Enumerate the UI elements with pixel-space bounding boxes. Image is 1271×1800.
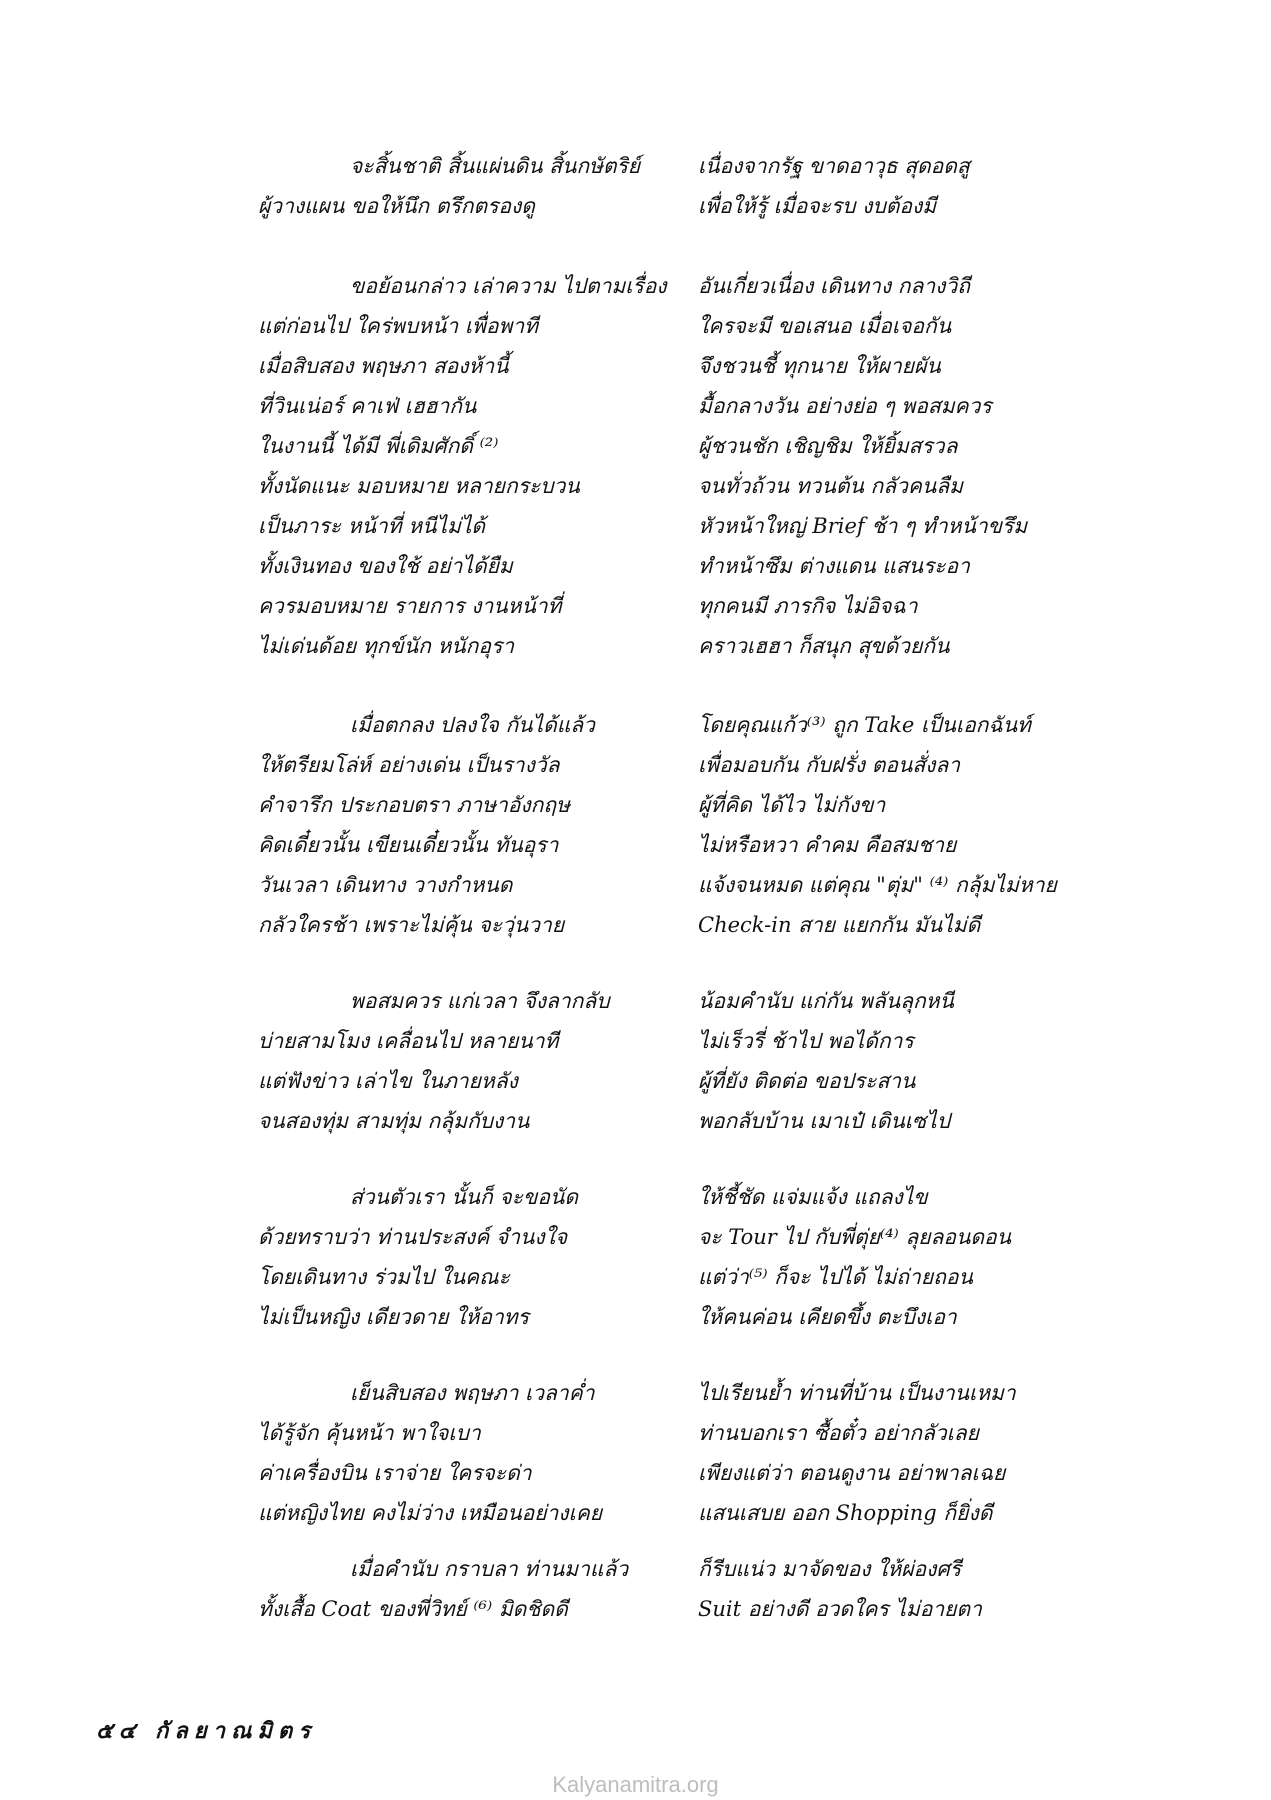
verse-second-half: ท่านบอกเรา ซื้อตั๋ว อย่ากลัวเลย xyxy=(698,1421,979,1445)
verse-second-half: ให้ชี้ชัด แจ่มแจ้ง แถลงไข xyxy=(698,1185,928,1209)
watermark: Kalyanamitra.org xyxy=(552,1772,719,1797)
verse-line xyxy=(258,1177,1058,1217)
verse-line xyxy=(258,745,1058,785)
verse-line xyxy=(258,586,1058,626)
verse-first-half: วันเวลา เดินทาง วางกำหนด xyxy=(258,873,513,897)
verse-line xyxy=(258,1589,1058,1629)
verse-second-half: แจ้งจนหมด แต่คุณ "ตุ่ม" ⁽⁴⁾ กลุ้มไม่หาย xyxy=(698,873,1057,897)
verse-second-half: ผู้ที่ยัง ติดต่อ ขอประสาน xyxy=(698,1069,916,1093)
verse-first-half: ได้รู้จัก คุ้นหน้า พาใจเบา xyxy=(258,1421,481,1445)
verse-second-half: มื้อกลางวัน อย่างย่อ ๆ พอสมควร xyxy=(698,394,992,418)
verse-line xyxy=(258,306,1058,346)
verse-first-half: ด้วยทราบว่า ท่านประสงค์ จำนงใจ xyxy=(258,1225,568,1249)
verse-line xyxy=(258,1493,1058,1533)
verse-second-half: ทำหน้าซึม ต่างแดน แสนระอา xyxy=(698,554,970,578)
stanza-2 xyxy=(258,266,1058,666)
verse-second-half: เนื่องจากรัฐ ขาดอาวุธ สุดอดสู xyxy=(698,154,970,178)
verse-second-half: จนทั่วถ้วน ทวนต้น กลัวคนลืม xyxy=(698,474,963,498)
verse-second-half: ใครจะมี ขอเสนอ เมื่อเจอกัน xyxy=(698,314,952,338)
verse-line xyxy=(258,865,1058,905)
verse-second-half: พอกลับบ้าน เมาเป๋ เดินเซไป xyxy=(698,1109,951,1133)
verse-second-half: ทุกคนมี ภารกิจ ไม่อิจฉา xyxy=(698,594,918,618)
verse-first-half: คิดเดี๋ยวนั้น เขียนเดี๋ยวนั้น ทันอุรา xyxy=(258,833,559,857)
verse-first-half: ผู้วางแผน ขอให้นึก ตรึกตรองดู xyxy=(258,194,535,218)
verse-line xyxy=(258,705,1058,745)
verse-first-half: แต่ฟังข่าว เล่าไข ในภายหลัง xyxy=(258,1069,518,1093)
verse-second-half: แสนเสบย ออก Shopping ก็ยิ่งดี xyxy=(698,1501,993,1525)
verse-first-half: จะสิ้นชาติ สิ้นแผ่นดิน สิ้นกษัตริย์ xyxy=(350,154,641,178)
verse-second-half: ไปเรียนย้ำ ท่านที่บ้าน เป็นงานเหมา xyxy=(698,1381,1016,1405)
stanza-4 xyxy=(258,981,1058,1141)
stanza-1 xyxy=(258,146,1058,226)
verse-second-half: ผู้ที่คิด ได้ไว ไม่กังขา xyxy=(698,793,886,817)
verse-first-half: เย็นสิบสอง พฤษภา เวลาค่ำ xyxy=(350,1381,595,1405)
verse-first-half: ทั้งนัดแนะ มอบหมาย หลายกระบวน xyxy=(258,474,580,498)
verse-line xyxy=(258,1549,1058,1589)
verse-first-half: บ่ายสามโมง เคลื่อนไป หลายนาที xyxy=(258,1029,559,1053)
verse-second-half: ไม่เร็วรี่ ช้าไป พอได้การ xyxy=(698,1029,914,1053)
verse-first-half: ทั้งเงินทอง ของใช้ อย่าได้ยืม xyxy=(258,554,513,578)
verse-line xyxy=(258,426,1058,466)
verse-first-half: ในงานนี้ ได้มี พี่เดิมศักดิ์ ⁽²⁾ xyxy=(258,434,499,458)
stanza-5 xyxy=(258,1177,1058,1337)
verse-line xyxy=(258,546,1058,586)
page-number-footer: ๕๔ กัลยาณมิตร xyxy=(96,1718,317,1744)
verse-first-half: เมื่อสิบสอง พฤษภา สองห้านี้ xyxy=(258,354,509,378)
verse-line xyxy=(258,1297,1058,1337)
verse-second-half: ก็รีบแน่ว มาจัดของ ให้ผ่องศรี xyxy=(698,1557,962,1581)
stanza-7 xyxy=(258,1549,1058,1629)
verse-line xyxy=(258,825,1058,865)
verse-second-half: เพื่อมอบกัน กับฝรั่ง ตอนสั่งลา xyxy=(698,753,961,777)
verse-second-half: ให้คนค่อน เคียดขึ้ง ตะบึงเอา xyxy=(698,1305,957,1329)
verse-second-half: น้อมคำนับ แก่กัน พลันลุกหนี xyxy=(698,989,954,1013)
verse-first-half: ไม่เป็นหญิง เดียวดาย ให้อาทร xyxy=(258,1305,529,1329)
verse-second-half: จะ Tour ไป กับพี่ตุ่ย⁽⁴⁾ ลุยลอนดอน xyxy=(698,1225,1011,1249)
verse-first-half: แต่หญิงไทย คงไม่ว่าง เหมือนอย่างเคย xyxy=(258,1501,603,1525)
verse-first-half: คำจารึก ประกอบตรา ภาษาอังกฤษ xyxy=(258,793,570,817)
verse-first-half: ทั้งเสื้อ Coat ของพี่วิทย์ ⁽⁶⁾ มิดชิดดี xyxy=(258,1597,568,1621)
stanza-6 xyxy=(258,1373,1058,1533)
verse-first-half: ค่าเครื่องบิน เราจ่าย ใครจะด่า xyxy=(258,1461,532,1485)
verse-second-half: แต่ว่า⁽⁵⁾ ก็จะ ไปได้ ไม่ถ่ายถอน xyxy=(698,1265,973,1289)
verse-first-half: กลัวใครช้า เพราะไม่คุ้น จะวุ่นวาย xyxy=(258,913,565,937)
verse-line xyxy=(258,981,1058,1021)
verse-line xyxy=(258,626,1058,666)
verse-first-half: โดยเดินทาง ร่วมไป ในคณะ xyxy=(258,1265,510,1289)
verse-line xyxy=(258,785,1058,825)
verse-line xyxy=(258,506,1058,546)
verse-first-half: เมื่อคำนับ กราบลา ท่านมาแล้ว xyxy=(350,1557,629,1581)
verse-line xyxy=(258,386,1058,426)
verse-line xyxy=(258,1021,1058,1061)
verse-second-half: Suit อย่างดี อวดใคร ไม่อายตา xyxy=(698,1597,982,1621)
verse-second-half: เพียงแต่ว่า ตอนดูงาน อย่าพาลเฉย xyxy=(698,1461,1006,1485)
verse-second-half: ผู้ชวนชัก เชิญชิม ให้ยิ้มสรวล xyxy=(698,434,958,458)
verse-line xyxy=(258,146,1058,186)
verse-second-half: Check-in สาย แยกกัน มันไม่ดี xyxy=(698,913,981,937)
verse-second-half: ไม่หรือหวา คำคม คือสมชาย xyxy=(698,833,957,857)
verse-first-half: เป็นภาระ หน้าที่ หนีไม่ได้ xyxy=(258,514,486,538)
verse-first-half: แต่ก่อนไป ใคร่พบหน้า เพื่อพาที xyxy=(258,314,538,338)
verse-line xyxy=(258,1217,1058,1257)
verse-second-half: คราวเฮฮา ก็สนุก สุขด้วยกัน xyxy=(698,634,950,658)
verse-line xyxy=(258,1061,1058,1101)
verse-line xyxy=(258,1453,1058,1493)
verse-first-half: จนสองทุ่ม สามทุ่ม กลุ้มกับงาน xyxy=(258,1109,530,1133)
verse-first-half: ให้ตรียมโล่ห์ อย่างเด่น เป็นรางวัล xyxy=(258,753,560,777)
verse-line xyxy=(258,266,1058,306)
verse-first-half: ควรมอบหมาย รายการ งานหน้าที่ xyxy=(258,594,562,618)
verse-second-half: หัวหน้าใหญ่ Brief ช้า ๆ ทำหน้าขรึม xyxy=(698,514,1028,538)
verse-second-half: โดยคุณแก้ว⁽³⁾ ถูก Take เป็นเอกฉันท์ xyxy=(698,713,1031,737)
verse-first-half: เมื่อตกลง ปลงใจ กันได้แล้ว xyxy=(350,713,595,737)
stanza-3 xyxy=(258,705,1058,945)
verse-second-half: อันเกี่ยวเนื่อง เดินทาง กลางวิถี xyxy=(698,274,970,298)
verse-line xyxy=(258,466,1058,506)
verse-line xyxy=(258,1257,1058,1297)
verse-line xyxy=(258,1101,1058,1141)
verse-line xyxy=(258,346,1058,386)
verse-line xyxy=(258,186,1058,226)
verse-second-half: จึงชวนชี้ ทุกนาย ให้ผายผัน xyxy=(698,354,941,378)
verse-line xyxy=(258,905,1058,945)
verse-first-half: พอสมควร แก่เวลา จึงลากลับ xyxy=(350,989,610,1013)
verse-first-half: ไม่เด่นด้อย ทุกข์นัก หนักอุรา xyxy=(258,634,515,658)
verse-line xyxy=(258,1413,1058,1453)
verse-first-half: ส่วนตัวเรา นั้นก็ จะขอนัด xyxy=(350,1185,578,1209)
verse-line xyxy=(258,1373,1058,1413)
verse-first-half: ขอย้อนกล่าว เล่าความ ไปตามเรื่อง xyxy=(350,274,667,298)
verse-second-half: เพื่อให้รู้ เมื่อจะรบ งบต้องมี xyxy=(698,194,937,218)
verse-first-half: ที่วินเน่อร์ คาเฟ่ เฮฮากัน xyxy=(258,394,477,418)
